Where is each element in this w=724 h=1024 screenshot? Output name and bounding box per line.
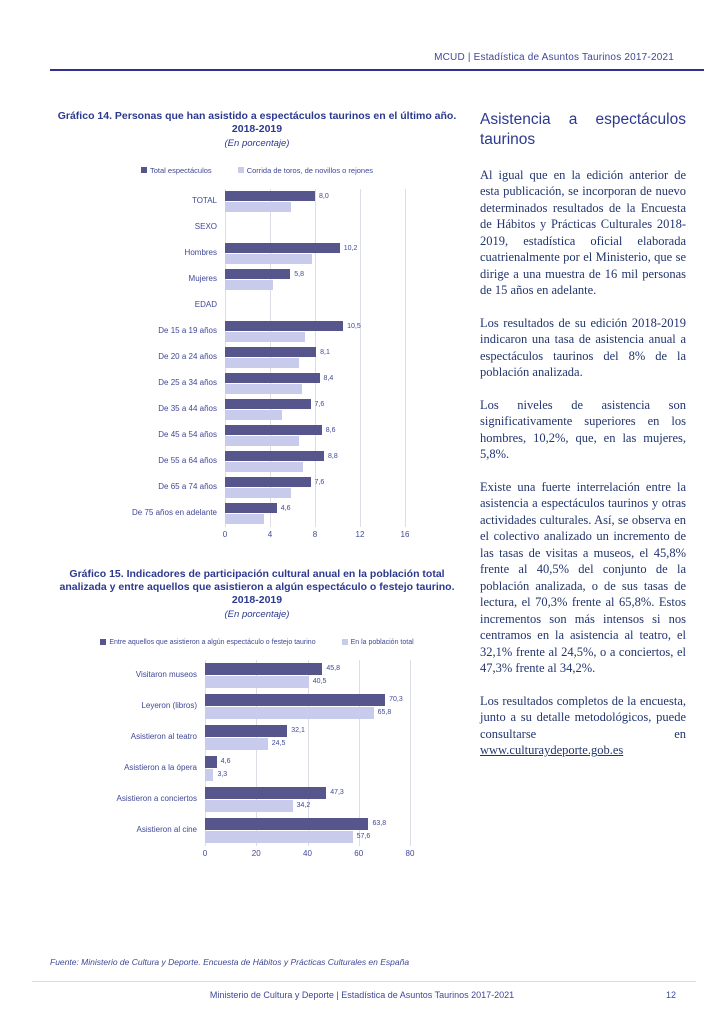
chart-note: (En porcentaje) [224,608,290,620]
category-label: Asistieron al cine [136,824,197,834]
axis-tick-label: 16 [400,529,410,539]
bar-series-1 [205,707,374,719]
bar-value-label: 4,6 [280,504,291,512]
bar-series-1 [225,384,302,394]
bar-group [205,815,410,846]
bar-group [225,449,405,475]
chart-row [50,189,464,215]
chart-row [50,423,464,449]
bar-line [225,488,405,498]
bar-value-label: 40,5 [312,678,327,686]
bar-series-0 [205,818,368,830]
bar-series-1 [205,800,293,812]
bar-value-label: 10,5 [347,322,361,330]
bar-series-0 [205,756,217,768]
footer-text: Ministerio de Cultura y Deporte | Estadística de Asuntos Taurinos 2017-2021 [209,990,515,1000]
bar-series-0 [225,243,340,253]
axis-tick-label: 4 [267,529,273,539]
article-paragraph: Existe una fuerte interrelación entre la asistencia a espectáculos taurinos y otras actividades culturales. Así, se observa en el colectivo analizado un incremento de las tasas de visitas a museos, el 45,8% frente al 40,5% del conjunto de la población analizada, o de sus tasas de lectura, el 70,3% frente al 65,8%. Estos incrementos son más intensos si nos centramos en la asistencia al teatro, el 32,1% frente al 24,5%, o a conciertos, el 47,3% frente al 34,2%. [480,479,686,676]
bar-series-0 [225,425,322,435]
legend-label: Total espectáculos [149,165,212,175]
chart-row [50,722,464,753]
bar-line [205,694,410,706]
category-label: De 35 a 44 años [158,404,217,414]
bar-series-0 [225,503,277,513]
bar-group [225,501,405,527]
bar-series-0 [225,477,311,487]
bar-line [225,321,405,331]
bar-series-1 [225,462,303,472]
bar-value-label: 8,6 [325,426,336,434]
bar-group [205,691,410,722]
bar-group [225,319,405,345]
bar-series-1 [225,410,282,420]
bar-line [205,800,410,812]
bar-series-0 [205,694,385,706]
chart-row [50,660,464,691]
bar-group [225,345,405,371]
bar-line [225,280,405,290]
bar-series-1 [225,514,264,524]
header-rule [50,69,704,71]
bar-series-1 [225,332,305,342]
bar-line [205,725,410,737]
category-label: SEXO [194,222,217,232]
bar-line [205,818,410,830]
article-paragraph: Los niveles de asistencia son significativamente superiores en los hombres, 10,2%, que, en las mujeres, 5,8%. [480,397,686,462]
category-label: De 75 años en adelante [132,508,217,518]
bar-value-label: 8,4 [323,374,334,382]
bar-group [225,267,405,293]
article-paragraph: Al igual que en la edición anterior de esta publicación, se incorporan de nuevo determinados resultados de la Encuesta de Hábitos y Prácticas Culturales 2018-2019, estadística oficial elaborada cuatrienalmente por el Ministerio, que se dirige a una muestra de 16 mil personas de 15 años en adelante. [480,167,686,298]
bar-line [205,663,410,675]
bar-value-label: 32,1 [291,727,305,735]
chart-row [50,815,464,846]
chart-plot [50,189,464,527]
axis-tick-label: 8 [312,529,318,539]
bar-value-label: 10,2 [343,244,358,252]
bar-group [225,241,405,267]
bar-line [225,243,405,253]
bar-value-label: 5,8 [294,270,304,278]
bar-line [225,451,405,461]
article-column [480,110,686,775]
category-label: De 55 a 64 años [158,456,217,466]
bar-series-1 [205,676,309,688]
bar-line [205,756,410,768]
page-header: MCUD | Estadística de Asuntos Taurinos 2017-2021 [434,52,674,63]
article-paragraph-closing [480,693,686,759]
axis-tick-label: 0 [222,529,228,539]
category-label: Asistieron al teatro [130,731,197,741]
chart-row [50,753,464,784]
legend-item-asistieron [100,639,315,646]
bar-series-0 [225,399,311,409]
bar-series-0 [225,191,315,201]
category-label: Mujeres [188,274,217,284]
bar-value-label: 8,8 [328,452,338,460]
bar-value-label: 70,3 [389,696,403,704]
chart-row [50,784,464,815]
legend-item-poblacion [342,639,414,646]
bar-value-label: 7,6 [314,478,325,486]
bar-line [225,202,405,212]
bar-line [225,358,405,368]
category-label: De 65 a 74 años [158,482,217,492]
bar-line [225,514,405,524]
chart-row [50,691,464,722]
chart-x-axis [222,529,410,542]
bar-line [225,425,405,435]
category-label: Asistieron a la ópera [124,762,197,772]
bar-series-0 [225,347,316,357]
category-label: Asistieron a conciertos [116,793,197,803]
bar-group [205,660,410,691]
chart-row [50,397,464,423]
closing-text: Los resultados completos de la encuesta, junto a su detalle metodológicos, puede consultarse en [480,693,686,741]
legend-item-total [141,166,212,175]
bar-group [225,215,405,241]
bar-line [225,399,405,409]
bar-series-1 [205,738,268,750]
bar-value-label: 47,3 [330,789,344,797]
bar-line [225,254,405,264]
bar-line [225,503,405,513]
culturaydeporte-link[interactable]: www.culturaydeporte.gob.es [480,743,624,758]
chart-row [50,371,464,397]
bar-value-label: 8,1 [320,348,330,356]
bar-series-0 [225,269,290,279]
axis-tick-label: 80 [405,848,415,858]
chart-grafico-14 [50,110,464,542]
source-note: Fuente: Ministerio de Cultura y Deporte. Encuesta de Hábitos y Prácticas Culturales en España [50,957,410,967]
bar-series-1 [225,436,299,446]
axis-tick-label: 40 [303,848,312,858]
chart-row [50,293,464,319]
bar-value-label: 34,2 [296,802,311,810]
category-label: De 15 a 19 años [158,326,217,336]
category-label: Visitaron museos [135,669,197,679]
bar-line [225,269,405,279]
axis-tick-label: 12 [355,529,365,539]
bar-line [225,373,405,383]
bar-value-label: 24,5 [271,740,286,748]
chart-row [50,449,464,475]
bar-value-label: 4,6 [220,758,231,766]
article-heading: Asistencia a espectáculos taurinos [480,111,686,149]
bar-series-0 [225,373,320,383]
bar-value-label: 65,8 [377,709,392,717]
bar-group [225,397,405,423]
bar-line [225,462,405,472]
legend-label: Entre aquellos que asistieron a algún espectáculo o festejo taurino [109,638,316,646]
bar-group [205,722,410,753]
bar-line [205,738,410,750]
chart-row [50,501,464,527]
chart-plot [50,660,464,846]
bar-value-label: 8,0 [319,192,329,200]
legend-item-corrida [238,166,373,175]
bar-series-1 [205,831,353,843]
bar-line [225,410,405,420]
bar-line [205,676,410,688]
bar-series-1 [205,769,213,781]
category-label: De 20 a 24 años [158,352,217,362]
axis-tick-label: 20 [251,848,261,858]
chart-subtitle: 2018-2019 [231,594,283,607]
category-label: Leyeron (libros) [141,700,197,710]
bar-line [225,347,405,357]
bar-value-label: 63,8 [372,820,387,828]
charts-column [50,110,464,861]
bar-series-0 [225,321,343,331]
bar-line [225,436,405,446]
chart-title: Gráfico 14. Personas que han asistido a espectáculos taurinos en el último año. [57,110,457,122]
bar-line [225,384,405,394]
legend-swatch-dark [141,167,147,173]
bar-group [205,784,410,815]
page-number: 12 [665,990,676,1000]
bar-series-1 [225,488,291,498]
category-label: EDAD [194,300,217,310]
bar-series-1 [225,358,299,368]
legend-swatch-light [238,167,244,173]
chart-legend [50,166,464,175]
bar-group [225,475,405,501]
legend-label: Corrida de toros, de novillos o rejones [246,165,374,175]
legend-swatch-dark [100,639,106,645]
chart-grafico-15 [50,568,464,861]
category-label: Hombres [184,248,217,258]
legend-swatch-light [342,639,348,645]
chart-row [50,267,464,293]
bar-group [225,423,405,449]
category-label: TOTAL [191,196,217,206]
bar-line [225,191,405,201]
bar-line [205,769,410,781]
bar-series-0 [205,725,287,737]
chart-row [50,475,464,501]
article-paragraph: Los resultados de su edición 2018-2019 indicaron una tasa de asistencia anual a espectáculos taurinos del 8% de la población analizada. [480,315,686,380]
legend-label: En la población total [350,638,414,646]
bar-value-label: 3,3 [217,771,228,779]
bar-series-1 [225,280,273,290]
bar-series-1 [225,254,312,264]
bar-series-0 [205,787,326,799]
chart-row [50,241,464,267]
bar-line [225,477,405,487]
chart-x-axis [202,848,415,861]
chart-legend [50,639,464,646]
chart-title: Gráfico 15. Indicadores de participación cultural anual en la población total analizada y entre aquellos que asistieron a algún espectáculo o festejo taurino. [59,567,455,593]
bar-line [205,787,410,799]
chart-row [50,319,464,345]
bar-series-0 [225,451,324,461]
bar-value-label: 45,8 [326,665,340,673]
bar-series-1 [225,202,291,212]
axis-tick-label: 0 [202,848,208,858]
chart-row [50,345,464,371]
category-label: De 45 a 54 años [158,430,217,440]
footer-rule [32,981,696,982]
bar-group [225,293,405,319]
chart-subtitle: 2018-2019 [231,123,283,136]
bar-line [225,332,405,342]
bar-line [205,707,410,719]
category-label: De 25 a 34 años [158,378,217,388]
axis-tick-label: 60 [354,848,364,858]
chart-note: (En porcentaje) [224,137,290,149]
bar-line [205,831,410,843]
bar-value-label: 57,6 [356,833,371,841]
bar-group [225,189,405,215]
bar-group [205,753,410,784]
chart-row [50,215,464,241]
bar-value-label: 7,6 [314,400,325,408]
bar-series-0 [205,663,322,675]
bar-group [225,371,405,397]
